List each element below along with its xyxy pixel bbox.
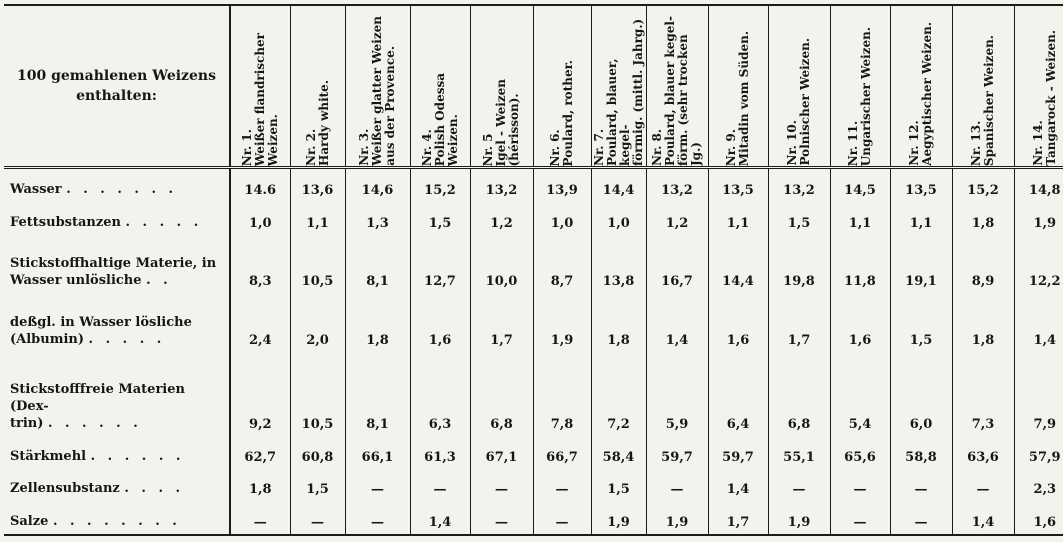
wheat-composition-table (4, 4, 1063, 536)
value-cell: 59,7 (646, 436, 708, 468)
table-row (4, 352, 1063, 437)
row-label: Fettsubstanzen (10, 214, 121, 230)
value-cell: 1,8 (345, 293, 410, 352)
row-label: Salze (10, 514, 49, 529)
column-header-9 (708, 5, 768, 168)
row-label-cell (4, 436, 230, 468)
value-cell: 1,4 (410, 501, 470, 535)
value-cell: 10,5 (290, 352, 345, 437)
value-cell: — (345, 501, 410, 535)
value-cell: — (230, 501, 290, 535)
value-cell: 1,1 (708, 202, 768, 234)
value-cell: 1,9 (591, 501, 646, 535)
column-header-13 (952, 5, 1014, 168)
leader-dots: . . . . . (88, 331, 166, 347)
row-label: Stickstoffhaltige Materie, in Wasser unlösliche (10, 256, 217, 289)
column-header-text: Nr. 13. Spanischer Weizen. (969, 34, 996, 166)
column-header-text: Nr. 9. Mitadin vom Süden. (724, 30, 751, 166)
value-cell: 14,4 (591, 168, 646, 203)
value-cell: 13,2 (768, 168, 830, 203)
value-cell: — (646, 469, 708, 501)
column-header-3 (345, 5, 410, 168)
value-cell: 7,9 (1014, 352, 1063, 437)
value-cell: 12,2 (1014, 235, 1063, 294)
table-row (4, 501, 1063, 535)
value-cell: 66,7 (533, 436, 591, 468)
value-cell: 67,1 (470, 436, 533, 468)
value-cell: 8,1 (345, 352, 410, 437)
value-cell: 1,9 (646, 501, 708, 535)
column-header-4 (410, 5, 470, 168)
value-cell: 1,3 (345, 202, 410, 234)
leader-dots: . . . . . (125, 214, 203, 230)
value-cell: — (470, 501, 533, 535)
column-header-2 (290, 5, 345, 168)
value-cell: — (768, 469, 830, 501)
value-cell: 5,4 (830, 352, 890, 437)
value-cell: 1,5 (768, 202, 830, 234)
value-cell: 13,8 (591, 235, 646, 294)
value-cell: — (890, 469, 952, 501)
value-cell: — (533, 469, 591, 501)
value-cell: 1,9 (533, 293, 591, 352)
value-cell: 1,9 (768, 501, 830, 535)
column-header-text: Nr. 3. Weißer glatter Weizen aus der Provence. (357, 16, 397, 166)
table-row (4, 436, 1063, 468)
value-cell: 13,5 (890, 168, 952, 203)
value-cell: 59,7 (708, 436, 768, 468)
table-body (4, 168, 1063, 536)
leader-dots: . . (146, 273, 172, 289)
column-header-text: Nr. 8. Poulard, blauer kegel- förm. (sehr trocken Jg.) (650, 16, 703, 166)
leader-dots: . . . . (124, 481, 185, 497)
value-cell: 13,9 (533, 168, 591, 203)
corner-header (4, 5, 230, 168)
leader-dots: . . . . . . . . (52, 514, 181, 529)
column-header-text: Nr. 6. Poulard, rother. (548, 59, 575, 166)
row-label: Stickstofffreie Materien (Dex- trin) (10, 382, 185, 432)
value-cell: — (533, 501, 591, 535)
value-cell: 1,0 (533, 202, 591, 234)
column-header-text: Nr. 1. Weißer flandrischer Weizen. (239, 32, 280, 166)
row-label-cell (4, 235, 230, 294)
value-cell: 13,2 (646, 168, 708, 203)
value-cell: 12,7 (410, 235, 470, 294)
value-cell: — (952, 469, 1014, 501)
value-cell: 1,8 (952, 202, 1014, 234)
value-cell: 15,2 (410, 168, 470, 203)
value-cell: 1,0 (591, 202, 646, 234)
value-cell: 1,5 (591, 469, 646, 501)
value-cell: 1,6 (708, 293, 768, 352)
value-cell: 6,3 (410, 352, 470, 437)
value-cell: 1,4 (708, 469, 768, 501)
value-cell: 15,2 (952, 168, 1014, 203)
value-cell: 2,4 (230, 293, 290, 352)
row-label-cell (4, 293, 230, 352)
value-cell: — (830, 501, 890, 535)
value-cell: 1,6 (1014, 501, 1063, 535)
header-row (4, 5, 1063, 168)
table-row (4, 202, 1063, 234)
column-header-5 (470, 5, 533, 168)
column-header-8 (646, 5, 708, 168)
value-cell: — (410, 469, 470, 501)
value-cell: 1,4 (1014, 293, 1063, 352)
value-cell: 19,1 (890, 235, 952, 294)
table-row (4, 235, 1063, 294)
value-cell: 6,8 (470, 352, 533, 437)
value-cell: 10,5 (290, 235, 345, 294)
value-cell: 14,5 (830, 168, 890, 203)
row-label-cell (4, 168, 230, 203)
value-cell: 57,9 (1014, 436, 1063, 468)
value-cell: 13,6 (290, 168, 345, 203)
value-cell: 1,1 (830, 202, 890, 234)
value-cell: 1,8 (952, 293, 1014, 352)
column-header-text: Nr. 5 Igel - Weizen (hérisson). (481, 78, 521, 166)
value-cell: 6,4 (708, 352, 768, 437)
value-cell: — (470, 469, 533, 501)
value-cell: 1,5 (410, 202, 470, 234)
value-cell: 1,9 (1014, 202, 1063, 234)
value-cell: 13,5 (708, 168, 768, 203)
value-cell: 60,8 (290, 436, 345, 468)
value-cell: 1,8 (230, 469, 290, 501)
value-cell: — (890, 501, 952, 535)
value-cell: 6,8 (768, 352, 830, 437)
column-header-6 (533, 5, 591, 168)
value-cell: 58,8 (890, 436, 952, 468)
value-cell: 65,6 (830, 436, 890, 468)
value-cell: 8,1 (345, 235, 410, 294)
column-header-text: Nr. 11. Ungarischer Weizen. (846, 26, 873, 166)
value-cell: 8,9 (952, 235, 1014, 294)
value-cell: 8,3 (230, 235, 290, 294)
value-cell: 7,2 (591, 352, 646, 437)
value-cell: — (290, 501, 345, 535)
value-cell: 1,2 (470, 202, 533, 234)
value-cell: 58,4 (591, 436, 646, 468)
corner-header-text: 100 gemahlenen Weizens enthalten: (17, 68, 216, 104)
value-cell: 14,6 (345, 168, 410, 203)
value-cell: 1,8 (591, 293, 646, 352)
column-header-7 (591, 5, 646, 168)
value-cell: 1,0 (230, 202, 290, 234)
value-cell: 6,0 (890, 352, 952, 437)
value-cell: 14.6 (230, 168, 290, 203)
value-cell: 14,4 (708, 235, 768, 294)
value-cell: 2,3 (1014, 469, 1063, 501)
value-cell: 2,0 (290, 293, 345, 352)
table-row (4, 293, 1063, 352)
value-cell: 66,1 (345, 436, 410, 468)
column-header-14 (1014, 5, 1063, 168)
column-header-1 (230, 5, 290, 168)
table-row (4, 168, 1063, 203)
row-label: deßgl. in Wasser lösliche (Albumin) (10, 314, 192, 347)
value-cell: 1,7 (470, 293, 533, 352)
value-cell: 1,4 (952, 501, 1014, 535)
value-cell: 7,8 (533, 352, 591, 437)
value-cell: 1,4 (646, 293, 708, 352)
value-cell: 1,6 (830, 293, 890, 352)
value-cell: 1,5 (290, 469, 345, 501)
value-cell: 19,8 (768, 235, 830, 294)
leader-dots: . . . . . . (47, 416, 142, 432)
value-cell: 9,2 (230, 352, 290, 437)
column-header-text: Nr. 4. Polish Odessa Weizen. (419, 72, 460, 166)
row-label-cell (4, 469, 230, 501)
value-cell: 61,3 (410, 436, 470, 468)
column-header-text: Nr. 7. Poulard, blauer, kegel- förmig. (mittl. Jahrg.) (591, 18, 645, 166)
value-cell: 13,2 (470, 168, 533, 203)
value-cell: 8,7 (533, 235, 591, 294)
value-cell: 1,7 (768, 293, 830, 352)
value-cell: 1,2 (646, 202, 708, 234)
row-label: Zellensubstanz (10, 481, 120, 497)
row-label-cell (4, 501, 230, 535)
value-cell: 1,5 (890, 293, 952, 352)
column-header-text: Nr. 2. Hardy white. (303, 80, 331, 166)
value-cell: 10,0 (470, 235, 533, 294)
value-cell: 16,7 (646, 235, 708, 294)
value-cell: 63,6 (952, 436, 1014, 468)
row-label-cell (4, 352, 230, 437)
leader-dots: . . . . . . (90, 448, 185, 464)
column-header-text: Nr. 10. Polnischer Weizen. (785, 38, 812, 166)
column-header-11 (830, 5, 890, 168)
value-cell: 1,1 (890, 202, 952, 234)
column-header-text: Nr. 12. Aegyptischer Weizen. (907, 22, 934, 166)
leader-dots: . . . . . . . (66, 182, 178, 198)
column-header-10 (768, 5, 830, 168)
value-cell: 55,1 (768, 436, 830, 468)
row-label: Wasser (10, 182, 62, 198)
value-cell: — (345, 469, 410, 501)
value-cell: 11,8 (830, 235, 890, 294)
row-label-cell (4, 202, 230, 234)
value-cell: 62,7 (230, 436, 290, 468)
column-header-12 (890, 5, 952, 168)
value-cell: 1,7 (708, 501, 768, 535)
table-row (4, 469, 1063, 501)
value-cell: — (830, 469, 890, 501)
value-cell: 7,3 (952, 352, 1014, 437)
value-cell: 5,9 (646, 352, 708, 437)
value-cell: 1,6 (410, 293, 470, 352)
value-cell: 1,1 (290, 202, 345, 234)
value-cell: 14,8 (1014, 168, 1063, 203)
column-header-text: Nr. 14. Tangarock - Weizen. (1030, 30, 1058, 166)
row-label: Stärkmehl (10, 448, 87, 464)
